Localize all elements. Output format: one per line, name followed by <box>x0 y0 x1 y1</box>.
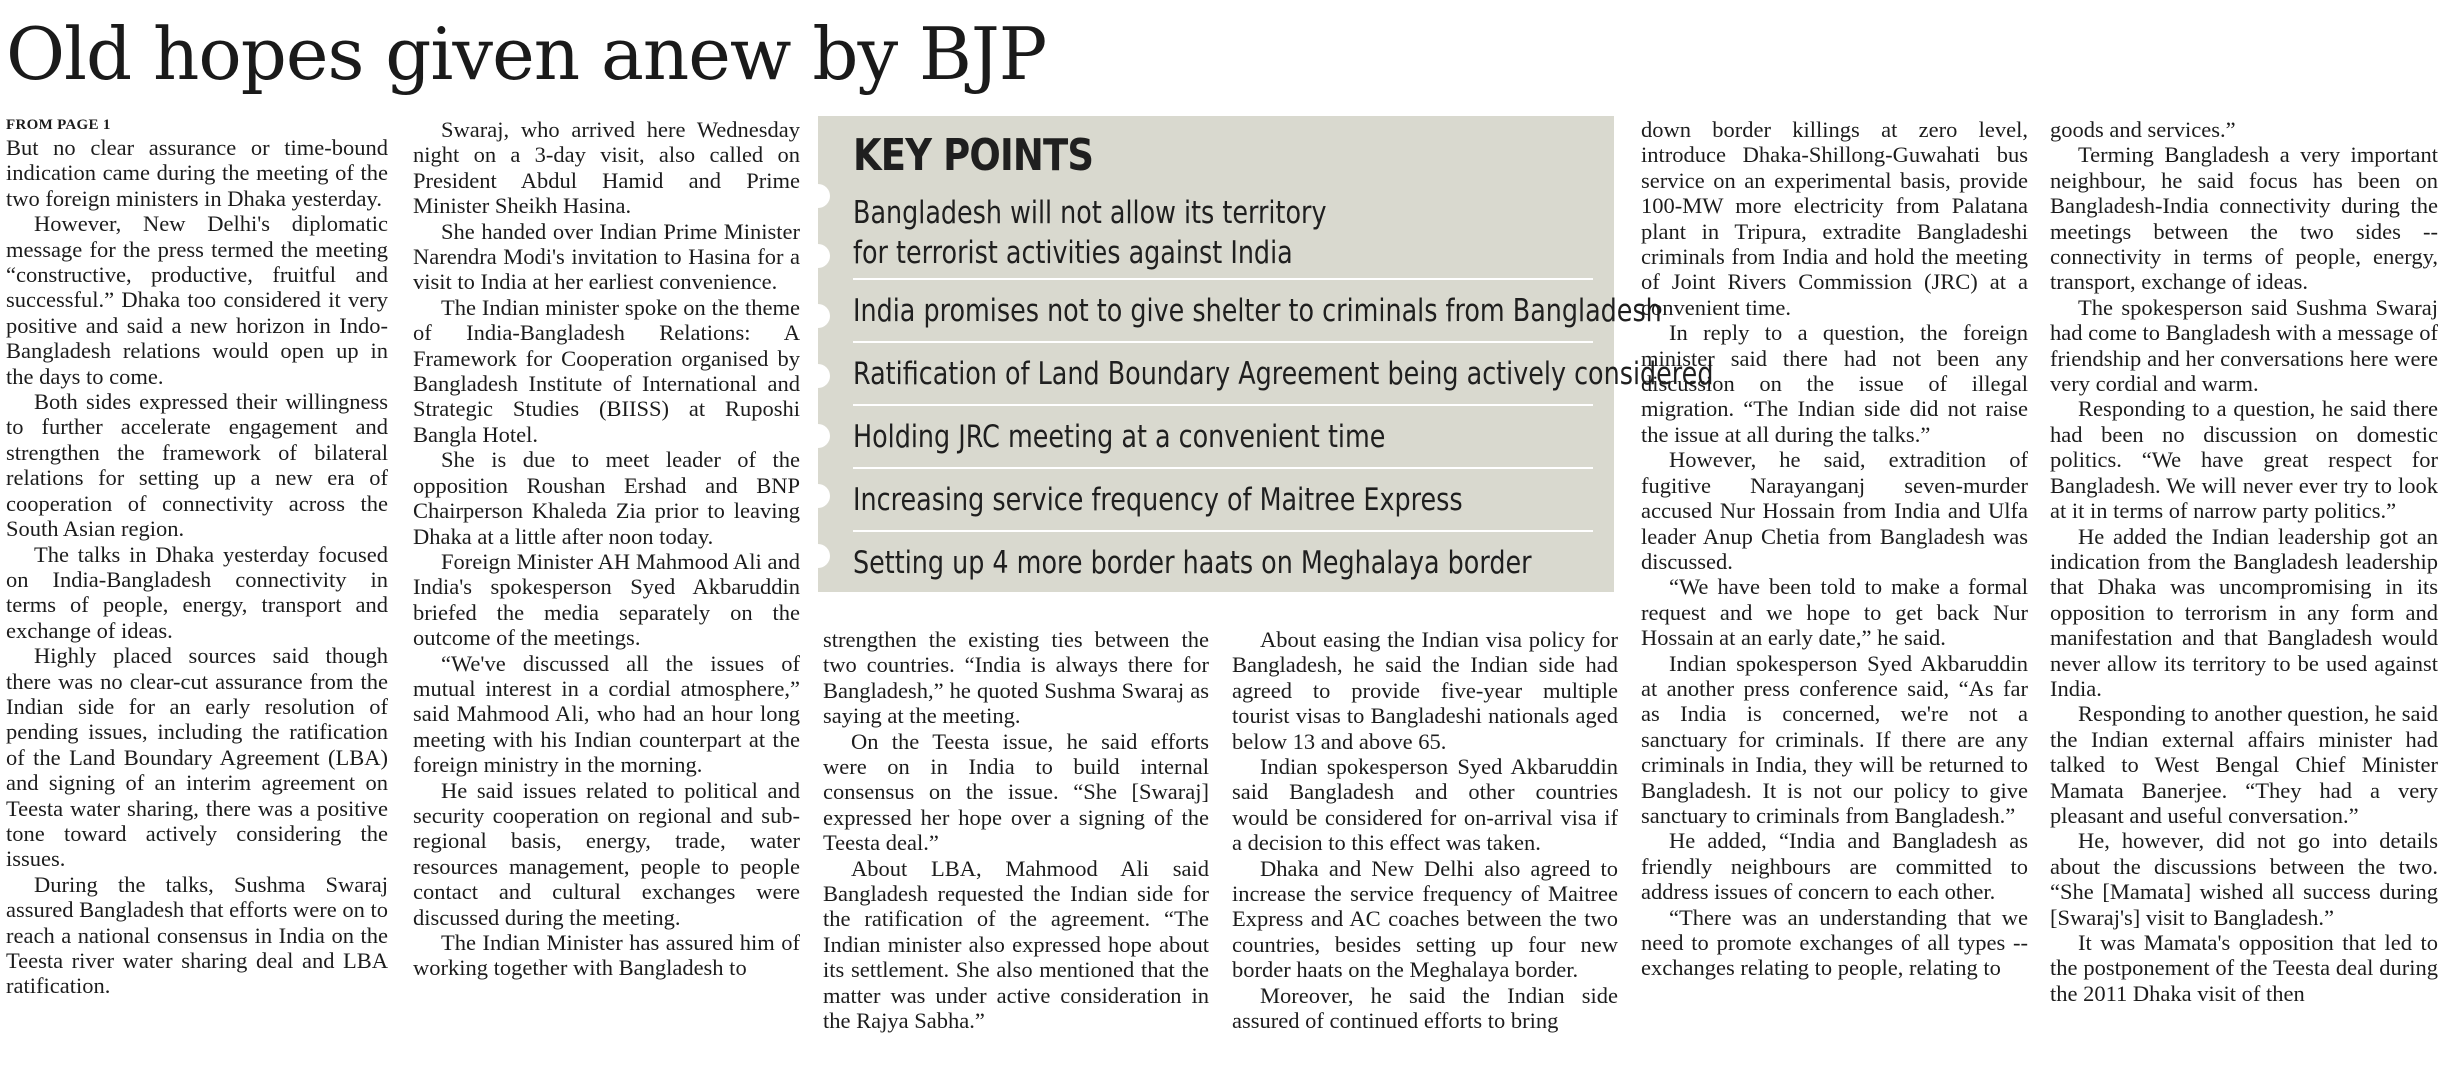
paragraph: “We have been told to make a formal request and we hope to get back Nur Hossain at an early date,” he said. <box>1641 574 2028 651</box>
paragraph: The spokesperson said Sushma Swaraj had come to Bangladesh with a message of friendship and her conversations here were very cordial and warm. <box>2050 294 2438 397</box>
paragraph: The Indian minister spoke on the theme of India-Bangladesh Relations: A Framework for Cooperation organised by Bangladesh Institute of International and Strategic Studies (BIISS) at Ruposhi Bangla Hotel. <box>413 294 800 447</box>
key-point-text: Holding JRC meeting at a convenient time <box>853 418 1386 455</box>
kicker: FROM PAGE 1 <box>6 117 111 133</box>
paragraph: Highly placed sources said though there was no clear-cut assurance from the Indian side for an early resolution of pending issues, including the ratification of the Land Boundary Agreement (LBA) and signing of an interim agreement on Teesta water sharing, there was a positive tone toward actively considering the issues. <box>6 643 388 872</box>
paragraph: Moreover, he said the Indian side assured of continued efforts to bring <box>1232 982 1618 1034</box>
key-point-item <box>853 406 1593 469</box>
paragraph: He added, “India and Bangladesh as friendly neighbours are committed to address issues of concern to each other. <box>1641 828 2028 905</box>
box-notch <box>806 304 830 328</box>
paragraph: The talks in Dhaka yesterday focused on India-Bangladesh connectivity in terms of people, energy, transport and exchange of ideas. <box>6 541 388 643</box>
paragraph: On the Teesta issue, he said efforts were on in India to build internal consensus on the issue. “She [Swaraj] expressed her hope over a signing of the Teesta deal.” <box>823 728 1209 856</box>
paragraph: Foreign Minister AH Mahmood Ali and India's spokesperson Syed Akbaruddin briefed the media separately on the outcome of the meetings. <box>413 548 800 651</box>
paragraph: Terming Bangladesh a very important neighbour, he said focus has been on Bangladesh-India connectivity during the meetings between the two sides -- connectivity in terms of people, energy, transport, exchange of ideas. <box>2050 142 2438 295</box>
key-point-text: Ratification of Land Boundary Agreement being actively considered <box>853 355 1714 392</box>
key-point-text: Setting up 4 more border haats on Meghalaya border <box>853 544 1532 581</box>
key-point-item <box>853 343 1714 406</box>
article-column-3 <box>823 627 1209 1091</box>
paragraph: goods and services.” <box>2050 117 2236 142</box>
key-point-item <box>853 532 1593 593</box>
paragraph: He added the Indian leadership got an indication from the Bangladesh leadership that Dhaka was uncompromising in its opposition to terrorism in any form and manifestation and that Bangladesh would never allow its territory to be used against India. <box>2050 523 2438 701</box>
paragraph: Dhaka and New Delhi also agreed to increase the service frequency of Maitree Express and AC coaches between the two countries, besides setting up four new border haats on the Meghalaya border. <box>1232 855 1618 983</box>
paragraph: Responding to a question, he said there had been no discussion on domestic politics. “We have great respect for Bangladesh. We will never ever try to look at it in terms of narrow party politics.” <box>2050 396 2438 524</box>
paragraph: About easing the Indian visa policy for Bangladesh, he said the Indian side had agreed to provide five-year multiple tourist visas to Bangladeshi nationals aged below 13 and above 65. <box>1232 627 1618 754</box>
box-notch <box>806 544 830 568</box>
paragraph: “There was an understanding that we need to promote exchanges of all types -- exchanges relating to people, relating to <box>1641 904 2028 981</box>
paragraph: “We've discussed all the issues of mutual interest in a cordial atmosphere,” said Mahmood Ali, who had an hour long meeting with his Indian counterpart at the foreign ministry in the morning. <box>413 650 800 778</box>
box-notch <box>806 364 830 388</box>
key-point-item <box>853 188 1593 280</box>
article-column-1 <box>6 117 388 1091</box>
key-point-item <box>853 469 1593 532</box>
key-point-item <box>853 280 1662 343</box>
paragraph: She is due to meet leader of the opposition Roushan Ershad and BNP Chairperson Khaleda Zia prior to leaving Dhaka at a little after noon today. <box>413 447 800 549</box>
paragraph: During the talks, Sushma Swaraj assured Bangladesh that efforts were on to reach a national consensus in India on the Teesta river water sharing deal and LBA ratification. <box>6 871 388 999</box>
key-point-text: Increasing service frequency of Maitree Express <box>853 481 1463 518</box>
paragraph: Responding to another question, he said the Indian external affairs minister had talked to West Bengal Chief Minister Mamata Banerjee. “They had a very pleasant and useful conversation.” <box>2050 701 2438 828</box>
paragraph: Indian spokesperson Syed Akbaruddin said Bangladesh and other countries would be considered for on-arrival visa if a decision to this effect was taken. <box>1232 754 1618 856</box>
box-notch <box>806 184 830 208</box>
paragraph: Both sides expressed their willingness to further accelerate engagement and strengthen the framework of bilateral relations for setting up a new era of cooperation of connectivity across the South Asian region. <box>6 389 388 542</box>
article-column-6 <box>2050 117 2438 1091</box>
paragraph: But no clear assurance or time-bound indication came during the meeting of the two foreign ministers in Dhaka yesterday. <box>6 135 388 211</box>
article-column-2 <box>413 117 800 1091</box>
article-column-4 <box>1232 627 1618 1091</box>
paragraph: Swaraj, who arrived here Wednesday night on a 3-day visit, also called on President Abdul Hamid and Prime Minister Sheikh Hasina. <box>413 117 800 219</box>
paragraph: However, New Delhi's diplomatic message for the press termed the meeting “constructive, productive, fruitful and successful.” Dhaka too considered it very positive and said a new horizon in Indo-Bangladesh relations would open up in the days to come. <box>6 211 388 389</box>
paragraph: About LBA, Mahmood Ali said Bangladesh requested the Indian side for the ratification of the agreement. “The Indian minister also expressed hope about its settlement. She also mentioned that the matter was under active consideration in the Rajya Sabha.” <box>823 855 1209 1034</box>
key-points-title: KEY POINTS <box>853 130 1094 181</box>
paragraph: He said issues related to political and security cooperation on regional and sub-regional basis, energy, trade, water resources management, people to people contact and cultural exchanges were discussed during the meeting. <box>413 777 800 930</box>
key-point-text: Bangladesh will not allow its territory for terrorist activities against India <box>853 195 1327 271</box>
box-notch <box>806 244 830 268</box>
article-column-5 <box>1641 117 2028 1091</box>
paragraph: It was Mamata's opposition that led to the postponement of the Teesta deal during the 2011 Dhaka visit of then <box>2050 930 2438 1006</box>
paragraph: Indian spokesperson Syed Akbaruddin at another press conference said, “As far as India is concerned, we're not a sanctuary for criminals. If there are any criminals in India, they will be returned to Bangladesh. It is not our policy to give sanctuary to criminals from Bangladesh.” <box>1641 650 2028 828</box>
box-notch <box>806 484 830 508</box>
paragraph: down border killings at zero level, introduce Dhaka-Shillong-Guwahati bus service on an experimental basis, provide 100-MW more electricity from Palatana plant in Tripura, extradite Bangladeshi criminals from India and hold the meeting of Joint Rivers Commission (JRC) at a convenient time. <box>1641 117 2028 320</box>
paragraph: In reply to a question, the foreign minister said there had not been any discussion on the issue of illegal migration. “The Indian side did not raise the issue at all during the talks.” <box>1641 320 2028 447</box>
paragraph: She handed over Indian Prime Minister Narendra Modi's invitation to Hasina for a visit to India at her earliest convenience. <box>413 218 800 295</box>
paragraph: He, however, did not go into details about the discussions between the two. “She [Mamata] wished all success during [Swaraj's] visit to Bangladesh.” <box>2050 828 2438 930</box>
box-notch <box>806 424 830 448</box>
key-points-list <box>853 188 1714 593</box>
key-point-text: India promises not to give shelter to criminals from Bangladesh <box>853 292 1662 329</box>
paragraph: However, he said, extradition of fugitive Narayanganj seven-murder accused Nur Hossain from India and Ulfa leader Anup Chetia from Bangladesh was discussed. <box>1641 447 2028 574</box>
paragraph: strengthen the existing ties between the two countries. “India is always there for Bangladesh,” he quoted Sushma Swaraj as saying at the meeting. <box>823 627 1209 729</box>
paragraph: The Indian Minister has assured him of working together with Bangladesh to <box>413 930 800 981</box>
key-points-box <box>818 116 1714 592</box>
headline: Old hopes given anew by BJP <box>6 12 1047 96</box>
